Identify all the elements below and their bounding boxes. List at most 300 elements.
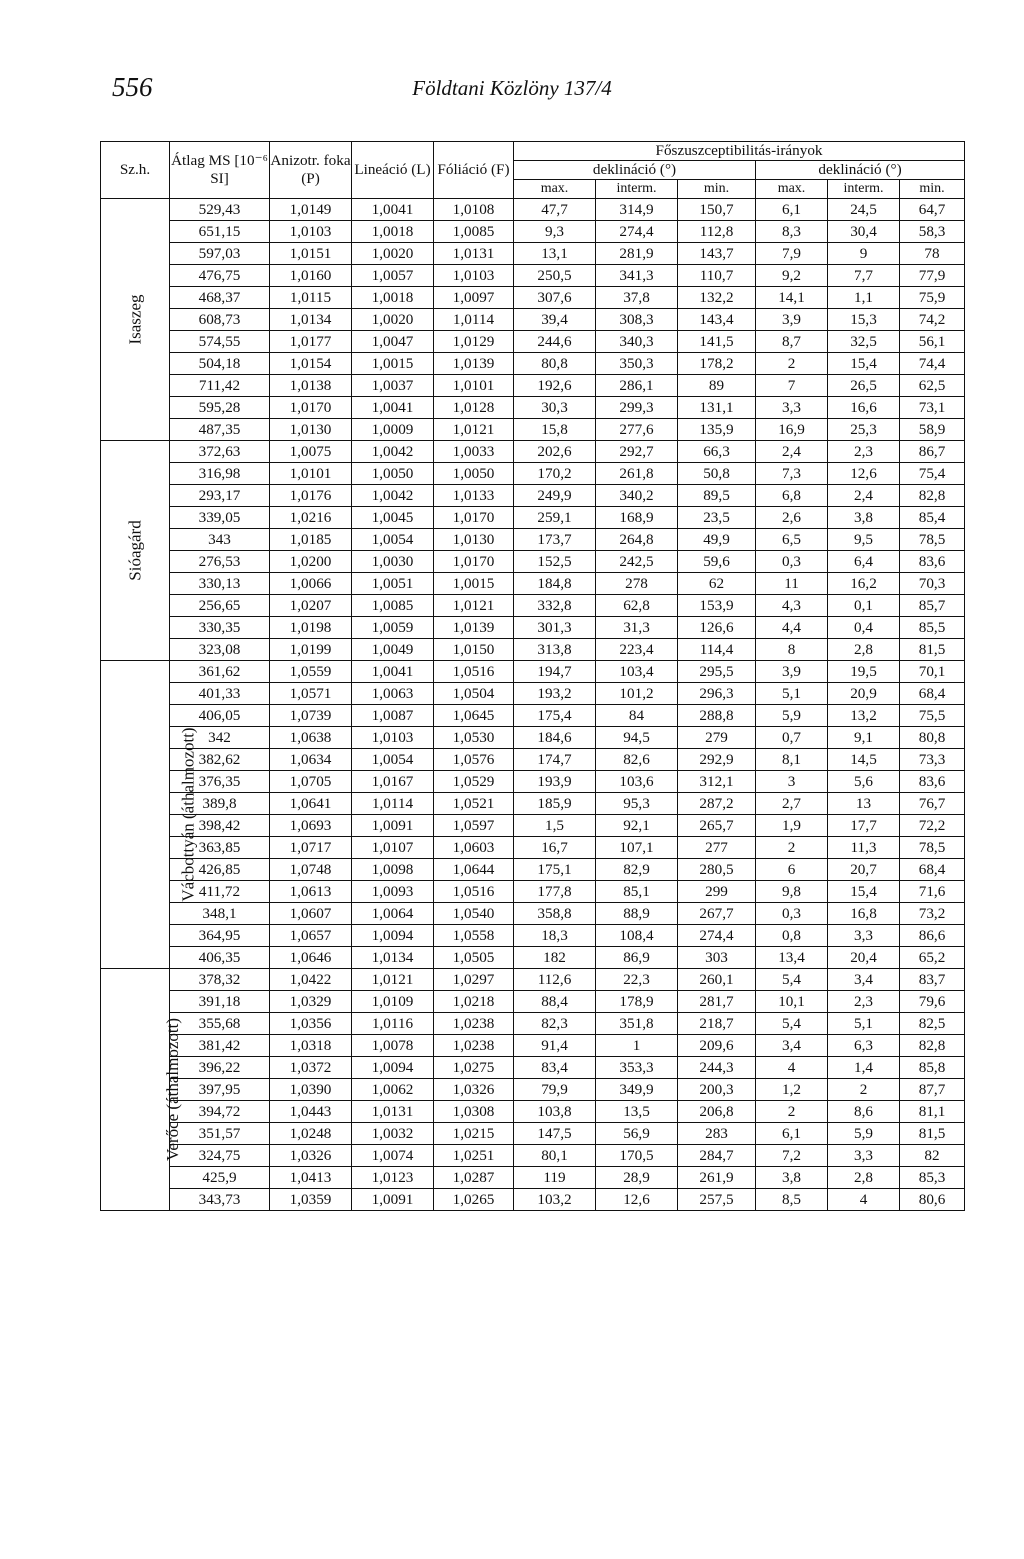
- table-cell: 1,0062: [352, 1079, 434, 1101]
- table-cell: 307,6: [514, 287, 596, 309]
- table-cell: 1,0504: [434, 683, 514, 705]
- table-cell: 1,0059: [352, 617, 434, 639]
- table-cell: 1,0177: [270, 331, 352, 353]
- table-cell: 1,0114: [352, 793, 434, 815]
- table-cell: 74,2: [900, 309, 965, 331]
- table-cell: 28,9: [596, 1167, 678, 1189]
- table-cell: 50,8: [678, 463, 756, 485]
- table-cell: 358,8: [514, 903, 596, 925]
- table-cell: 303: [678, 947, 756, 969]
- table-row: [101, 551, 965, 573]
- table-cell: 1,0130: [270, 419, 352, 441]
- table-cell: 16,9: [756, 419, 828, 441]
- group-cell: [101, 661, 198, 969]
- table-cell: 73,1: [900, 397, 965, 419]
- table-cell: 0,7: [756, 727, 828, 749]
- table-cell: 343,73: [170, 1189, 270, 1211]
- table-cell: 59,6: [678, 551, 756, 573]
- table-cell: 1,0015: [352, 353, 434, 375]
- table-cell: 279: [678, 727, 756, 749]
- table-cell: 2,4: [828, 485, 900, 507]
- table-cell: 82,6: [596, 749, 678, 771]
- table-cell: 1,0050: [434, 463, 514, 485]
- table-row: [101, 199, 965, 221]
- table-cell: 355,68: [170, 1013, 270, 1035]
- table-cell: 12,6: [828, 463, 900, 485]
- table-cell: 107,1: [596, 837, 678, 859]
- table-cell: 75,5: [900, 705, 965, 727]
- table-cell: 278: [596, 573, 678, 595]
- table-cell: 20,4: [828, 947, 900, 969]
- table-cell: 1,0032: [352, 1123, 434, 1145]
- table-row: [101, 1057, 965, 1079]
- table-cell: 1,0101: [434, 375, 514, 397]
- table-cell: 1,0530: [434, 727, 514, 749]
- table-cell: 103,4: [596, 661, 678, 683]
- table-cell: 1,0030: [352, 551, 434, 573]
- table-cell: 299,3: [596, 397, 678, 419]
- table-cell: 119: [514, 1167, 596, 1189]
- table-cell: 308,3: [596, 309, 678, 331]
- table-cell: 85,8: [900, 1057, 965, 1079]
- table-cell: 293,17: [170, 485, 270, 507]
- table-cell: 58,9: [900, 419, 965, 441]
- table-cell: 13,5: [596, 1101, 678, 1123]
- table-row: [101, 397, 965, 419]
- table-cell: 1,0516: [434, 881, 514, 903]
- table-cell: 259,1: [514, 507, 596, 529]
- table-row: [101, 441, 965, 463]
- table-cell: 1,0121: [434, 419, 514, 441]
- table-cell: 95,3: [596, 793, 678, 815]
- table-cell: 70,3: [900, 573, 965, 595]
- table-cell: 1,0198: [270, 617, 352, 639]
- table-cell: 1,0041: [352, 397, 434, 419]
- table-cell: 651,15: [170, 221, 270, 243]
- table-cell: 1,0018: [352, 287, 434, 309]
- table-cell: 3,3: [828, 925, 900, 947]
- table-cell: 372,63: [170, 441, 270, 463]
- table-cell: 350,3: [596, 353, 678, 375]
- table-cell: 8: [756, 639, 828, 661]
- table-cell: 1,0115: [270, 287, 352, 309]
- table-cell: 608,73: [170, 309, 270, 331]
- table-cell: 1,0251: [434, 1145, 514, 1167]
- table-cell: 30,3: [514, 397, 596, 419]
- table-cell: 339,05: [170, 507, 270, 529]
- table-cell: 193,9: [514, 771, 596, 793]
- table-cell: 75,9: [900, 287, 965, 309]
- table-row: [101, 419, 965, 441]
- table-cell: 6,4: [828, 551, 900, 573]
- table-row: [101, 1013, 965, 1035]
- table-cell: 1,0049: [352, 639, 434, 661]
- table-cell: 178,9: [596, 991, 678, 1013]
- table-cell: 313,8: [514, 639, 596, 661]
- table-cell: 1,0571: [270, 683, 352, 705]
- table-cell: 1,0657: [270, 925, 352, 947]
- table-cell: 20,7: [828, 859, 900, 881]
- table-cell: 1,0128: [434, 397, 514, 419]
- table-cell: 1,0372: [270, 1057, 352, 1079]
- table-row: [101, 1101, 965, 1123]
- table-cell: 9,2: [756, 265, 828, 287]
- table-cell: 389,8: [170, 793, 270, 815]
- table-cell: 192,6: [514, 375, 596, 397]
- table-row: [101, 727, 965, 749]
- table-cell: 595,28: [170, 397, 270, 419]
- table-cell: 1,0705: [270, 771, 352, 793]
- table-cell: 1,0390: [270, 1079, 352, 1101]
- table-cell: 1,0318: [270, 1035, 352, 1057]
- table-cell: 382,62: [170, 749, 270, 771]
- table-cell: 1,0176: [270, 485, 352, 507]
- table-cell: 8,1: [756, 749, 828, 771]
- table-header: [101, 142, 965, 199]
- table-cell: 103,8: [514, 1101, 596, 1123]
- table-cell: 261,9: [678, 1167, 756, 1189]
- table-cell: 174,7: [514, 749, 596, 771]
- table-cell: 1,0559: [270, 661, 352, 683]
- table-cell: 88,9: [596, 903, 678, 925]
- table-row: [101, 771, 965, 793]
- table-row: [101, 529, 965, 551]
- table-cell: 1,0150: [434, 639, 514, 661]
- table-cell: 1,0103: [270, 221, 352, 243]
- table-cell: 1,0116: [352, 1013, 434, 1035]
- table-cell: 292,7: [596, 441, 678, 463]
- table-cell: 2: [756, 837, 828, 859]
- table-cell: 1,0422: [270, 969, 352, 991]
- table-cell: 287,2: [678, 793, 756, 815]
- table-cell: 11,3: [828, 837, 900, 859]
- table-cell: 1,2: [756, 1079, 828, 1101]
- table-cell: 4: [756, 1057, 828, 1079]
- table-cell: 4,4: [756, 617, 828, 639]
- table-cell: 351,57: [170, 1123, 270, 1145]
- table-cell: 91,4: [514, 1035, 596, 1057]
- table-row: [101, 815, 965, 837]
- table-row: [101, 749, 965, 771]
- table-cell: 71,6: [900, 881, 965, 903]
- col-header-l: Lineáció (L): [352, 142, 434, 199]
- table-cell: 73,2: [900, 903, 965, 925]
- table-cell: 242,5: [596, 551, 678, 573]
- table-cell: 1,0054: [352, 529, 434, 551]
- table-cell: 49,9: [678, 529, 756, 551]
- table-cell: 85,7: [900, 595, 965, 617]
- table-cell: 597,03: [170, 243, 270, 265]
- table-cell: 330,13: [170, 573, 270, 595]
- table-cell: 5,1: [828, 1013, 900, 1035]
- table-cell: 11: [756, 573, 828, 595]
- table-cell: 351,8: [596, 1013, 678, 1035]
- table-cell: 316,98: [170, 463, 270, 485]
- table-cell: 1: [596, 1035, 678, 1057]
- table-row: [101, 881, 965, 903]
- table-cell: 1,1: [828, 287, 900, 309]
- table-cell: 342: [170, 727, 270, 749]
- table-cell: 92,1: [596, 815, 678, 837]
- table-cell: 1,4: [828, 1057, 900, 1079]
- table-cell: 1,0529: [434, 771, 514, 793]
- table-cell: 1,0094: [352, 1057, 434, 1079]
- col-header-decl-1: deklináció (°): [514, 161, 756, 180]
- table-cell: 4,3: [756, 595, 828, 617]
- table-cell: 343: [170, 529, 270, 551]
- table-cell: 1,0308: [434, 1101, 514, 1123]
- table-cell: 1,0167: [352, 771, 434, 793]
- table-cell: 78,5: [900, 837, 965, 859]
- table-cell: 1,0170: [434, 551, 514, 573]
- table-cell: 8,7: [756, 331, 828, 353]
- table-cell: 1,0093: [352, 881, 434, 903]
- table-cell: 78,5: [900, 529, 965, 551]
- table-cell: 13: [828, 793, 900, 815]
- table-cell: 1,5: [514, 815, 596, 837]
- table-cell: 504,18: [170, 353, 270, 375]
- table-cell: 314,9: [596, 199, 678, 221]
- table-row: [101, 1079, 965, 1101]
- table-cell: 85,3: [900, 1167, 965, 1189]
- table-cell: 10,1: [756, 991, 828, 1013]
- table-cell: 8,6: [828, 1101, 900, 1123]
- group-label: Verőce (áthalmozott): [163, 1017, 183, 1161]
- table-cell: 32,5: [828, 331, 900, 353]
- col-header-group-title: Főszuszceptibilitás-irányok: [514, 142, 965, 161]
- table-cell: 5,1: [756, 683, 828, 705]
- table-cell: 1,0138: [270, 375, 352, 397]
- table-cell: 1,0644: [434, 859, 514, 881]
- table-cell: 1,0215: [434, 1123, 514, 1145]
- table-cell: 283: [678, 1123, 756, 1145]
- group-label: Sióagárd: [125, 519, 145, 581]
- table-row: [101, 705, 965, 727]
- table-cell: 206,8: [678, 1101, 756, 1123]
- table-cell: 267,7: [678, 903, 756, 925]
- table-cell: 12,6: [596, 1189, 678, 1211]
- table-cell: 1,0275: [434, 1057, 514, 1079]
- table-cell: 6,1: [756, 1123, 828, 1145]
- table-cell: 401,33: [170, 683, 270, 705]
- table-cell: 376,35: [170, 771, 270, 793]
- table-cell: 264,8: [596, 529, 678, 551]
- table-cell: 1,0603: [434, 837, 514, 859]
- table-cell: 37,8: [596, 287, 678, 309]
- table-cell: 177,8: [514, 881, 596, 903]
- table-cell: 15,3: [828, 309, 900, 331]
- table-cell: 1,0041: [352, 199, 434, 221]
- table-cell: 114,4: [678, 639, 756, 661]
- table-row: [101, 485, 965, 507]
- table-cell: 168,9: [596, 507, 678, 529]
- table-cell: 3,9: [756, 661, 828, 683]
- table-cell: 3,8: [756, 1167, 828, 1189]
- table-row: [101, 837, 965, 859]
- table-row: [101, 573, 965, 595]
- table-cell: 426,85: [170, 859, 270, 881]
- table-cell: 112,6: [514, 969, 596, 991]
- table-cell: 1,0170: [270, 397, 352, 419]
- table-cell: 6,8: [756, 485, 828, 507]
- table-cell: 1,0540: [434, 903, 514, 925]
- table-cell: 86,7: [900, 441, 965, 463]
- table-cell: 1,0075: [270, 441, 352, 463]
- table-cell: 476,75: [170, 265, 270, 287]
- table-cell: 0,1: [828, 595, 900, 617]
- table-cell: 5,4: [756, 969, 828, 991]
- table-cell: 1,0131: [434, 243, 514, 265]
- table-cell: 85,5: [900, 617, 965, 639]
- table-cell: 152,5: [514, 551, 596, 573]
- group-cell: [101, 441, 170, 661]
- table-cell: 173,7: [514, 529, 596, 551]
- table-cell: 1,0638: [270, 727, 352, 749]
- table-cell: 378,32: [170, 969, 270, 991]
- table-cell: 81,1: [900, 1101, 965, 1123]
- table-cell: 425,9: [170, 1167, 270, 1189]
- table-cell: 1,0108: [434, 199, 514, 221]
- table-cell: 16,6: [828, 397, 900, 419]
- table-cell: 353,3: [596, 1057, 678, 1079]
- table-cell: 64,7: [900, 199, 965, 221]
- table-row: [101, 991, 965, 1013]
- table-cell: 1,0717: [270, 837, 352, 859]
- table-cell: 79,6: [900, 991, 965, 1013]
- table-cell: 1,0121: [352, 969, 434, 991]
- table-cell: 15,8: [514, 419, 596, 441]
- group-cell: [101, 199, 170, 441]
- table-cell: 1,0097: [434, 287, 514, 309]
- table-cell: 15,4: [828, 881, 900, 903]
- table-cell: 5,9: [828, 1123, 900, 1145]
- table-cell: 1,0641: [270, 793, 352, 815]
- table-cell: 281,7: [678, 991, 756, 1013]
- col-header-sub: max.: [514, 180, 596, 199]
- table-cell: 25,3: [828, 419, 900, 441]
- table-cell: 1,0218: [434, 991, 514, 1013]
- table-cell: 487,35: [170, 419, 270, 441]
- table-cell: 14,5: [828, 749, 900, 771]
- table-row: [101, 463, 965, 485]
- table-cell: 1,0121: [434, 595, 514, 617]
- table-cell: 150,7: [678, 199, 756, 221]
- table-cell: 3,9: [756, 309, 828, 331]
- table-cell: 3: [756, 771, 828, 793]
- table-cell: 276,53: [170, 551, 270, 573]
- table-cell: 1,0130: [434, 529, 514, 551]
- table-cell: 82,8: [900, 1035, 965, 1057]
- table-cell: 87,7: [900, 1079, 965, 1101]
- table-row: [101, 1035, 965, 1057]
- page-number: 556: [112, 72, 153, 102]
- table-cell: 1,0287: [434, 1167, 514, 1189]
- table-cell: 5,4: [756, 1013, 828, 1035]
- table-cell: 1,0443: [270, 1101, 352, 1123]
- table-cell: 1,0199: [270, 639, 352, 661]
- table-cell: 7,9: [756, 243, 828, 265]
- table-cell: 1,0151: [270, 243, 352, 265]
- table-row: [101, 1189, 965, 1211]
- table-cell: 250,5: [514, 265, 596, 287]
- table-cell: 261,8: [596, 463, 678, 485]
- table-cell: 1,0149: [270, 199, 352, 221]
- table-cell: 182: [514, 947, 596, 969]
- table-cell: 131,1: [678, 397, 756, 419]
- table-cell: 2,8: [828, 639, 900, 661]
- table-cell: 0,4: [828, 617, 900, 639]
- table-cell: 406,35: [170, 947, 270, 969]
- table-cell: 16,7: [514, 837, 596, 859]
- table-cell: 86,9: [596, 947, 678, 969]
- table-cell: 244,3: [678, 1057, 756, 1079]
- table-cell: 1,0645: [434, 705, 514, 727]
- table-cell: 9,5: [828, 529, 900, 551]
- table-cell: 9: [828, 243, 900, 265]
- table-cell: 1,0200: [270, 551, 352, 573]
- table-cell: 1,0216: [270, 507, 352, 529]
- table-row: [101, 353, 965, 375]
- table-cell: 1,0558: [434, 925, 514, 947]
- table-cell: 398,42: [170, 815, 270, 837]
- table-cell: 94,5: [596, 727, 678, 749]
- table-cell: 175,1: [514, 859, 596, 881]
- table-cell: 22,3: [596, 969, 678, 991]
- table-cell: 2: [828, 1079, 900, 1101]
- table-cell: 277: [678, 837, 756, 859]
- table-cell: 340,2: [596, 485, 678, 507]
- table-cell: 2: [756, 353, 828, 375]
- table-cell: 185,9: [514, 793, 596, 815]
- table-cell: 80,8: [900, 727, 965, 749]
- table-cell: 17,7: [828, 815, 900, 837]
- table-cell: 143,7: [678, 243, 756, 265]
- table-cell: 280,5: [678, 859, 756, 881]
- table-cell: 1,0185: [270, 529, 352, 551]
- table-cell: 101,2: [596, 683, 678, 705]
- table-cell: 47,7: [514, 199, 596, 221]
- table-row: [101, 639, 965, 661]
- table-cell: 108,4: [596, 925, 678, 947]
- table-cell: 70,1: [900, 661, 965, 683]
- table-cell: 468,37: [170, 287, 270, 309]
- table-cell: 349,9: [596, 1079, 678, 1101]
- table-cell: 193,2: [514, 683, 596, 705]
- table-cell: 1,0098: [352, 859, 434, 881]
- table-cell: 175,4: [514, 705, 596, 727]
- table-cell: 89: [678, 375, 756, 397]
- table-row: [101, 969, 965, 991]
- table-cell: 1,0133: [434, 485, 514, 507]
- table-cell: 244,6: [514, 331, 596, 353]
- table-cell: 5,9: [756, 705, 828, 727]
- table-cell: 15,4: [828, 353, 900, 375]
- col-header-sub: interm.: [596, 180, 678, 199]
- table-cell: 7,2: [756, 1145, 828, 1167]
- table-cell: 153,9: [678, 595, 756, 617]
- table-cell: 1,0505: [434, 947, 514, 969]
- table-cell: 1,0042: [352, 441, 434, 463]
- table-row: [101, 925, 965, 947]
- table-cell: 332,8: [514, 595, 596, 617]
- table-cell: 74,4: [900, 353, 965, 375]
- table-cell: 1,0160: [270, 265, 352, 287]
- table-cell: 2,8: [828, 1167, 900, 1189]
- table-cell: 82,3: [514, 1013, 596, 1035]
- table-cell: 62,5: [900, 375, 965, 397]
- table-cell: 274,4: [678, 925, 756, 947]
- table-cell: 1,0131: [352, 1101, 434, 1123]
